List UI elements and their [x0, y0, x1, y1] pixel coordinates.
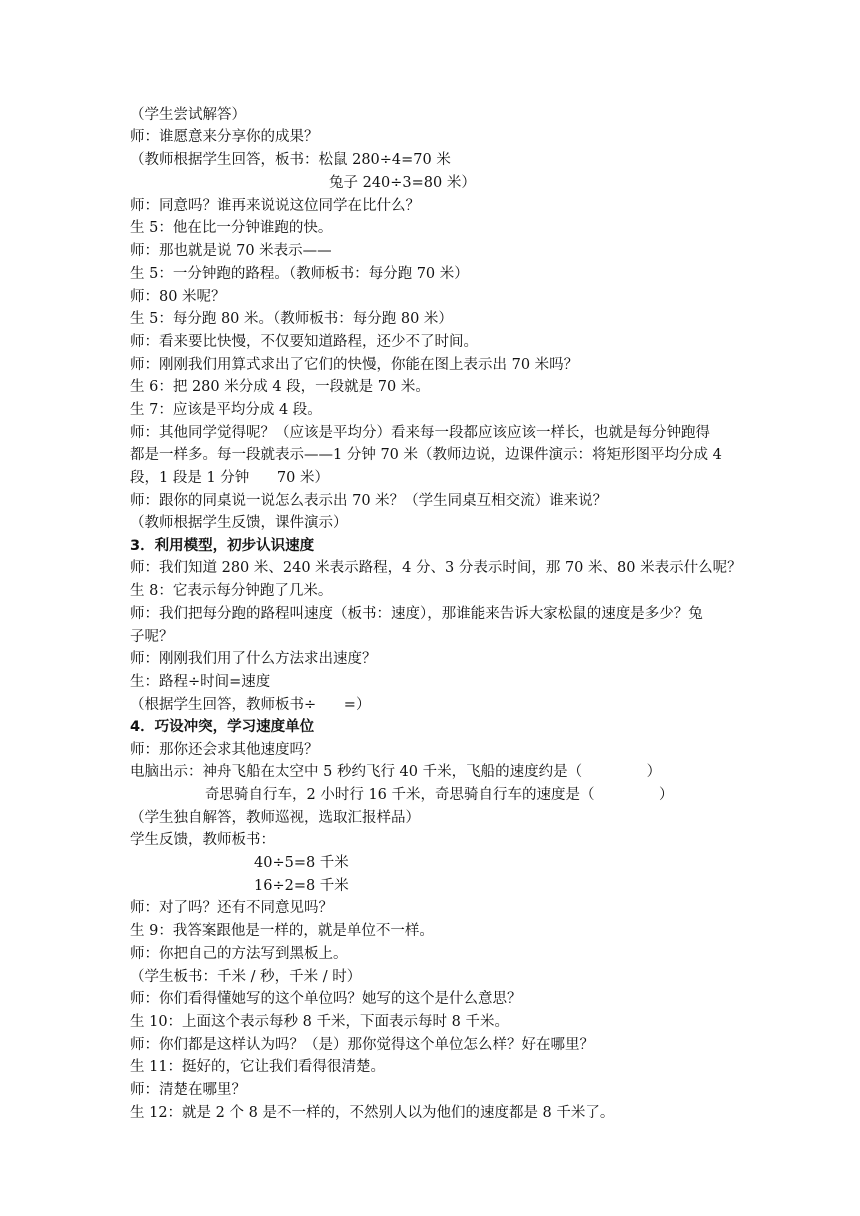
text-line: 师：80 米呢？ [130, 289, 226, 305]
text-line: （学生独自解答，教师巡视，选取汇报样品） [130, 810, 420, 826]
section-heading: 4．巧设冲突，学习速度单位 [130, 719, 315, 735]
text-line: 师：谁愿意来分享你的成果？ [130, 129, 319, 145]
text-line: 师：清楚在哪里？ [130, 1082, 246, 1098]
text-line: 师：那也就是说 70 米表示—— [130, 243, 332, 259]
text-line: 生 6：把 280 米分成 4 段，一段就是 70 米。 [130, 379, 430, 395]
text-line: 生：路程÷时间=速度 [130, 674, 271, 690]
text-line: 生 12：就是 2 个 8 是不一样的，不然别人以为他们的速度都是 8 千米了。 [130, 1105, 615, 1121]
text-line: 段，1 段是 1 分钟 70 米） [130, 470, 329, 486]
text-line: （根据学生回答，教师板书÷ =） [130, 697, 371, 713]
text-line: （学生板书：千米 / 秒，千米 / 时） [130, 969, 362, 985]
text-line: 师：你们看得懂她写的这个单位吗？她写的这个是什么意思？ [130, 991, 522, 1007]
text-line: 师：我们知道 280 米、240 米表示路程，4 分、3 分表示时间，那 70 米、80 米表示什么呢？ [130, 560, 742, 576]
text-line: 师：对了吗？还有不同意见吗？ [130, 900, 333, 916]
text-line: 生 5：他在比一分钟谁跑的快。 [130, 220, 333, 236]
text-line: 子呢？ [130, 629, 174, 645]
text-line: 生 9：我答案跟他是一样的，就是单位不一样。 [130, 923, 434, 939]
text-line: 电脑出示：神舟飞船在太空中 5 秒约飞行 40 千米，飞船的速度约是（ ） [130, 764, 662, 780]
text-line: 生 11：挺好的，它让我们看得很清楚。 [130, 1059, 386, 1075]
text-line: 师：同意吗？谁再来说说这位同学在比什么？ [130, 198, 420, 214]
section-heading: 3．利用模型，初步认识速度 [130, 538, 315, 554]
text-line: 生 5：每分跑 80 米。（教师板书：每分跑 80 米） [130, 311, 453, 327]
text-line: 师：跟你的同桌说一说怎么表示出 70 米？（学生同桌互相交流）谁来说？ [130, 493, 608, 509]
text-line: 40÷5=8 千米 [254, 855, 349, 871]
text-line: （教师根据学生回答，板书：松鼠 280÷4=70 米 [130, 152, 451, 168]
text-line: 学生反馈，教师板书： [130, 832, 275, 848]
text-line: 生 10：上面这个表示每秒 8 千米，下面表示每时 8 千米。 [130, 1014, 509, 1030]
text-line: 都是一样多。每一段就表示——1 分钟 70 米（教师边说，边课件演示：将矩形图平均分成 4 [130, 447, 722, 463]
text-line: （学生尝试解答） [130, 107, 246, 123]
text-line: 师：看来要比快慢，不仅要知道路程，还少不了时间。 [130, 334, 478, 350]
text-line: 生 8：它表示每分钟跑了几米。 [130, 583, 333, 599]
text-line: 师：刚刚我们用算式求出了它们的快慢，你能在图上表示出 70 米吗？ [130, 357, 579, 373]
text-line: 师：你把自己的方法写到黑板上。 [130, 946, 348, 962]
text-line: 兔子 240÷3=80 米） [329, 175, 476, 191]
text-line: （教师根据学生反馈，课件演示） [130, 515, 348, 531]
text-line: 师：我们把每分跑的路程叫速度（板书：速度），那谁能来告诉大家松鼠的速度是多少？兔 [130, 606, 703, 622]
text-line: 师：你们都是这样认为吗？（是）那你觉得这个单位怎么样？好在哪里？ [130, 1037, 594, 1053]
text-line: 16÷2=8 千米 [254, 878, 349, 894]
text-line: 生 7：应该是平均分成 4 段。 [130, 402, 322, 418]
text-line: 奇思骑自行车，2 小时行 16 千米，奇思骑自行车的速度是（ ） [205, 787, 674, 803]
text-line: 师：那你还会求其他速度吗？ [130, 742, 319, 758]
text-line: 师：其他同学觉得呢？（应该是平均分）看来每一段都应该应该一样长，也就是每分钟跑得 [130, 425, 710, 441]
text-line: 师：刚刚我们用了什么方法求出速度？ [130, 651, 377, 667]
text-line: 生 5：一分钟跑的路程。（教师板书：每分跑 70 米） [130, 266, 469, 282]
